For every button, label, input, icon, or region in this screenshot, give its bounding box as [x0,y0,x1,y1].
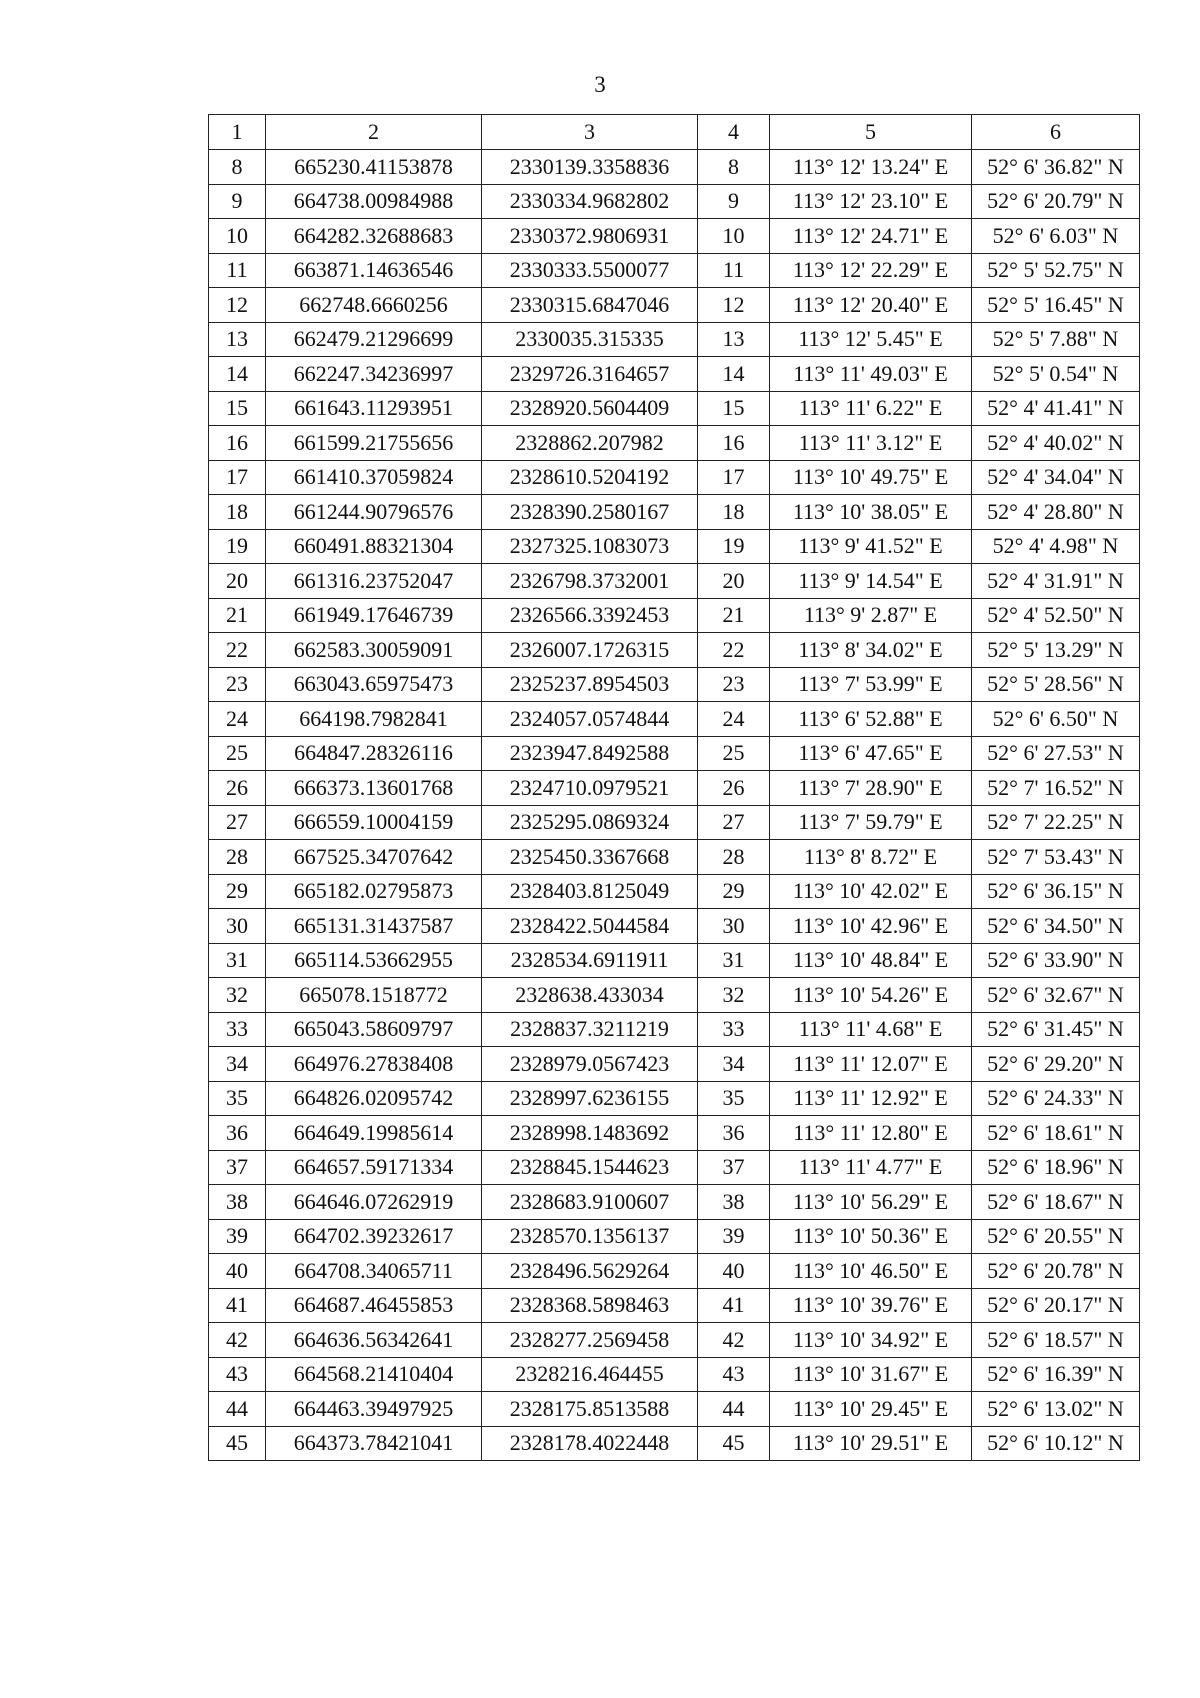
point-number-cell: 16 [698,426,770,461]
longitude-cell: 113° 7' 59.79" E [770,805,972,840]
point-number-cell: 10 [698,219,770,254]
point-number-cell: 21 [209,598,266,633]
y-coordinate-cell: 2327325.1083073 [482,529,698,564]
table-row [209,1254,1140,1289]
longitude-cell: 113° 12' 20.40" E [770,288,972,323]
x-coordinate-cell: 661410.37059824 [266,460,482,495]
y-coordinate-cell: 2328403.8125049 [482,874,698,909]
table-row [209,288,1140,323]
point-number-cell: 18 [209,495,266,530]
x-coordinate-cell: 666373.13601768 [266,771,482,806]
longitude-cell: 113° 12' 13.24" E [770,150,972,185]
y-coordinate-cell: 2328845.1544623 [482,1150,698,1185]
latitude-cell: 52° 6' 27.53" N [972,736,1140,771]
point-number-cell: 36 [698,1116,770,1151]
x-coordinate-cell: 665043.58609797 [266,1012,482,1047]
y-coordinate-cell: 2330334.9682802 [482,184,698,219]
latitude-cell: 52° 5' 16.45" N [972,288,1140,323]
point-number-cell: 19 [209,529,266,564]
x-coordinate-cell: 662479.21296699 [266,322,482,357]
x-coordinate-cell: 661316.23752047 [266,564,482,599]
coordinates-table-body [209,115,1140,1461]
latitude-cell: 52° 4' 41.41" N [972,391,1140,426]
x-coordinate-cell: 664826.02095742 [266,1081,482,1116]
longitude-cell: 113° 11' 3.12" E [770,426,972,461]
latitude-cell: 52° 6' 31.45" N [972,1012,1140,1047]
table-row [209,943,1140,978]
y-coordinate-cell: 2328979.0567423 [482,1047,698,1082]
longitude-cell: 113° 10' 29.45" E [770,1392,972,1427]
latitude-cell: 52° 4' 4.98" N [972,529,1140,564]
column-header: 2 [266,115,482,150]
point-number-cell: 40 [698,1254,770,1289]
y-coordinate-cell: 2328422.5044584 [482,909,698,944]
x-coordinate-cell: 664568.21410404 [266,1357,482,1392]
longitude-cell: 113° 12' 22.29" E [770,253,972,288]
point-number-cell: 30 [209,909,266,944]
y-coordinate-cell: 2325450.3367668 [482,840,698,875]
longitude-cell: 113° 11' 12.07" E [770,1047,972,1082]
point-number-cell: 29 [698,874,770,909]
x-coordinate-cell: 662583.30059091 [266,633,482,668]
point-number-cell: 15 [209,391,266,426]
point-number-cell: 11 [209,253,266,288]
latitude-cell: 52° 6' 18.57" N [972,1323,1140,1358]
point-number-cell: 19 [698,529,770,564]
y-coordinate-cell: 2323947.8492588 [482,736,698,771]
point-number-cell: 43 [209,1357,266,1392]
point-number-cell: 12 [209,288,266,323]
point-number-cell: 39 [209,1219,266,1254]
table-row [209,1426,1140,1461]
point-number-cell: 25 [698,736,770,771]
point-number-cell: 12 [698,288,770,323]
point-number-cell: 13 [698,322,770,357]
x-coordinate-cell: 664657.59171334 [266,1150,482,1185]
latitude-cell: 52° 6' 18.96" N [972,1150,1140,1185]
x-coordinate-cell: 664198.7982841 [266,702,482,737]
point-number-cell: 37 [698,1150,770,1185]
y-coordinate-cell: 2326798.3732001 [482,564,698,599]
latitude-cell: 52° 4' 34.04" N [972,460,1140,495]
x-coordinate-cell: 664373.78421041 [266,1426,482,1461]
latitude-cell: 52° 6' 24.33" N [972,1081,1140,1116]
point-number-cell: 39 [698,1219,770,1254]
longitude-cell: 113° 10' 42.02" E [770,874,972,909]
latitude-cell: 52° 7' 22.25" N [972,805,1140,840]
point-number-cell: 24 [209,702,266,737]
y-coordinate-cell: 2328178.4022448 [482,1426,698,1461]
y-coordinate-cell: 2328368.5898463 [482,1288,698,1323]
table-row [209,909,1140,944]
x-coordinate-cell: 665131.31437587 [266,909,482,944]
table-row [209,1150,1140,1185]
point-number-cell: 20 [698,564,770,599]
y-coordinate-cell: 2324710.0979521 [482,771,698,806]
x-coordinate-cell: 664649.19985614 [266,1116,482,1151]
latitude-cell: 52° 6' 18.67" N [972,1185,1140,1220]
latitude-cell: 52° 5' 28.56" N [972,667,1140,702]
table-row [209,564,1140,599]
y-coordinate-cell: 2324057.0574844 [482,702,698,737]
point-number-cell: 11 [698,253,770,288]
point-number-cell: 27 [698,805,770,840]
point-number-cell: 33 [209,1012,266,1047]
longitude-cell: 113° 11' 4.77" E [770,1150,972,1185]
table-row [209,598,1140,633]
point-number-cell: 37 [209,1150,266,1185]
y-coordinate-cell: 2328496.5629264 [482,1254,698,1289]
latitude-cell: 52° 6' 20.17" N [972,1288,1140,1323]
point-number-cell: 42 [209,1323,266,1358]
longitude-cell: 113° 10' 50.36" E [770,1219,972,1254]
x-coordinate-cell: 661643.11293951 [266,391,482,426]
point-number-cell: 41 [698,1288,770,1323]
table-row [209,1047,1140,1082]
point-number-cell: 40 [209,1254,266,1289]
latitude-cell: 52° 6' 20.78" N [972,1254,1140,1289]
y-coordinate-cell: 2326007.1726315 [482,633,698,668]
longitude-cell: 113° 11' 49.03" E [770,357,972,392]
point-number-cell: 28 [698,840,770,875]
table-row [209,391,1140,426]
point-number-cell: 29 [209,874,266,909]
y-coordinate-cell: 2328862.207982 [482,426,698,461]
table-row [209,1323,1140,1358]
point-number-cell: 31 [209,943,266,978]
table-row [209,357,1140,392]
column-header: 3 [482,115,698,150]
longitude-cell: 113° 11' 4.68" E [770,1012,972,1047]
point-number-cell: 36 [209,1116,266,1151]
point-number-cell: 38 [698,1185,770,1220]
point-number-cell: 38 [209,1185,266,1220]
x-coordinate-cell: 662247.34236997 [266,357,482,392]
table-header-row [209,115,1140,150]
x-coordinate-cell: 664847.28326116 [266,736,482,771]
latitude-cell: 52° 6' 34.50" N [972,909,1140,944]
latitude-cell: 52° 6' 36.82" N [972,150,1140,185]
latitude-cell: 52° 5' 0.54" N [972,357,1140,392]
table-row [209,840,1140,875]
y-coordinate-cell: 2325295.0869324 [482,805,698,840]
table-row [209,426,1140,461]
table-row [209,1288,1140,1323]
point-number-cell: 45 [698,1426,770,1461]
latitude-cell: 52° 6' 20.79" N [972,184,1140,219]
latitude-cell: 52° 6' 6.03" N [972,219,1140,254]
point-number-cell: 30 [698,909,770,944]
point-number-cell: 34 [209,1047,266,1082]
point-number-cell: 13 [209,322,266,357]
x-coordinate-cell: 664636.56342641 [266,1323,482,1358]
point-number-cell: 16 [209,426,266,461]
y-coordinate-cell: 2328277.2569458 [482,1323,698,1358]
point-number-cell: 26 [698,771,770,806]
longitude-cell: 113° 10' 49.75" E [770,460,972,495]
longitude-cell: 113° 10' 48.84" E [770,943,972,978]
table-row [209,460,1140,495]
point-number-cell: 41 [209,1288,266,1323]
x-coordinate-cell: 664282.32688683 [266,219,482,254]
point-number-cell: 32 [698,978,770,1013]
point-number-cell: 20 [209,564,266,599]
table-row [209,1357,1140,1392]
page-number: 3 [594,72,606,97]
y-coordinate-cell: 2330315.6847046 [482,288,698,323]
x-coordinate-cell: 664463.39497925 [266,1392,482,1427]
longitude-cell: 113° 10' 42.96" E [770,909,972,944]
table-row [209,736,1140,771]
point-number-cell: 44 [698,1392,770,1427]
table-row [209,702,1140,737]
y-coordinate-cell: 2328570.1356137 [482,1219,698,1254]
longitude-cell: 113° 10' 54.26" E [770,978,972,1013]
y-coordinate-cell: 2330139.3358836 [482,150,698,185]
latitude-cell: 52° 4' 40.02" N [972,426,1140,461]
table-row [209,1116,1140,1151]
x-coordinate-cell: 667525.34707642 [266,840,482,875]
point-number-cell: 42 [698,1323,770,1358]
y-coordinate-cell: 2325237.8954503 [482,667,698,702]
latitude-cell: 52° 6' 16.39" N [972,1357,1140,1392]
column-header: 5 [770,115,972,150]
point-number-cell: 15 [698,391,770,426]
point-number-cell: 22 [209,633,266,668]
longitude-cell: 113° 12' 23.10" E [770,184,972,219]
latitude-cell: 52° 5' 52.75" N [972,253,1140,288]
latitude-cell: 52° 7' 53.43" N [972,840,1140,875]
x-coordinate-cell: 665230.41153878 [266,150,482,185]
point-number-cell: 25 [209,736,266,771]
longitude-cell: 113° 12' 24.71" E [770,219,972,254]
y-coordinate-cell: 2330333.5500077 [482,253,698,288]
point-number-cell: 23 [209,667,266,702]
longitude-cell: 113° 11' 12.92" E [770,1081,972,1116]
x-coordinate-cell: 664646.07262919 [266,1185,482,1220]
x-coordinate-cell: 663871.14636546 [266,253,482,288]
x-coordinate-cell: 664738.00984988 [266,184,482,219]
longitude-cell: 113° 8' 8.72" E [770,840,972,875]
longitude-cell: 113° 6' 52.88" E [770,702,972,737]
x-coordinate-cell: 663043.65975473 [266,667,482,702]
table-row [209,529,1140,564]
latitude-cell: 52° 6' 18.61" N [972,1116,1140,1151]
x-coordinate-cell: 664687.46455853 [266,1288,482,1323]
y-coordinate-cell: 2330372.9806931 [482,219,698,254]
point-number-cell: 34 [698,1047,770,1082]
y-coordinate-cell: 2330035.315335 [482,322,698,357]
column-header: 6 [972,115,1140,150]
latitude-cell: 52° 6' 33.90" N [972,943,1140,978]
latitude-cell: 52° 6' 10.12" N [972,1426,1140,1461]
latitude-cell: 52° 5' 13.29" N [972,633,1140,668]
point-number-cell: 21 [698,598,770,633]
point-number-cell: 23 [698,667,770,702]
table-row [209,1081,1140,1116]
longitude-cell: 113° 11' 6.22" E [770,391,972,426]
x-coordinate-cell: 662748.6660256 [266,288,482,323]
table-row [209,1219,1140,1254]
point-number-cell: 14 [209,357,266,392]
table-row [209,253,1140,288]
latitude-cell: 52° 6' 29.20" N [972,1047,1140,1082]
table-row [209,667,1140,702]
point-number-cell: 8 [698,150,770,185]
latitude-cell: 52° 6' 6.50" N [972,702,1140,737]
x-coordinate-cell: 661599.21755656 [266,426,482,461]
y-coordinate-cell: 2328390.2580167 [482,495,698,530]
y-coordinate-cell: 2328175.8513588 [482,1392,698,1427]
latitude-cell: 52° 4' 31.91" N [972,564,1140,599]
x-coordinate-cell: 664708.34065711 [266,1254,482,1289]
y-coordinate-cell: 2328534.6911911 [482,943,698,978]
point-number-cell: 8 [209,150,266,185]
point-number-cell: 10 [209,219,266,254]
x-coordinate-cell: 660491.88321304 [266,529,482,564]
point-number-cell: 14 [698,357,770,392]
point-number-cell: 45 [209,1426,266,1461]
x-coordinate-cell: 661949.17646739 [266,598,482,633]
x-coordinate-cell: 665078.1518772 [266,978,482,1013]
point-number-cell: 9 [698,184,770,219]
longitude-cell: 113° 10' 39.76" E [770,1288,972,1323]
latitude-cell: 52° 6' 20.55" N [972,1219,1140,1254]
point-number-cell: 35 [209,1081,266,1116]
point-number-cell: 18 [698,495,770,530]
x-coordinate-cell: 665114.53662955 [266,943,482,978]
column-header: 4 [698,115,770,150]
column-header: 1 [209,115,266,150]
table-row [209,805,1140,840]
table-row [209,219,1140,254]
x-coordinate-cell: 666559.10004159 [266,805,482,840]
y-coordinate-cell: 2328638.433034 [482,978,698,1013]
table-row [209,184,1140,219]
latitude-cell: 52° 4' 52.50" N [972,598,1140,633]
point-number-cell: 9 [209,184,266,219]
latitude-cell: 52° 6' 32.67" N [972,978,1140,1013]
longitude-cell: 113° 8' 34.02" E [770,633,972,668]
longitude-cell: 113° 10' 56.29" E [770,1185,972,1220]
longitude-cell: 113° 10' 34.92" E [770,1323,972,1358]
point-number-cell: 27 [209,805,266,840]
point-number-cell: 35 [698,1081,770,1116]
point-number-cell: 24 [698,702,770,737]
point-number-cell: 31 [698,943,770,978]
latitude-cell: 52° 5' 7.88" N [972,322,1140,357]
longitude-cell: 113° 9' 2.87" E [770,598,972,633]
longitude-cell: 113° 7' 53.99" E [770,667,972,702]
table-row [209,1012,1140,1047]
table-row [209,633,1140,668]
y-coordinate-cell: 2328837.3211219 [482,1012,698,1047]
x-coordinate-cell: 664702.39232617 [266,1219,482,1254]
longitude-cell: 113° 10' 38.05" E [770,495,972,530]
point-number-cell: 44 [209,1392,266,1427]
longitude-cell: 113° 10' 29.51" E [770,1426,972,1461]
longitude-cell: 113° 7' 28.90" E [770,771,972,806]
longitude-cell: 113° 6' 47.65" E [770,736,972,771]
coordinates-table [208,114,1140,1461]
table-row [209,495,1140,530]
longitude-cell: 113° 10' 31.67" E [770,1357,972,1392]
table-row [209,1185,1140,1220]
longitude-cell: 113° 11' 12.80" E [770,1116,972,1151]
point-number-cell: 33 [698,1012,770,1047]
y-coordinate-cell: 2328998.1483692 [482,1116,698,1151]
latitude-cell: 52° 7' 16.52" N [972,771,1140,806]
point-number-cell: 26 [209,771,266,806]
latitude-cell: 52° 6' 13.02" N [972,1392,1140,1427]
point-number-cell: 43 [698,1357,770,1392]
y-coordinate-cell: 2328997.6236155 [482,1081,698,1116]
latitude-cell: 52° 6' 36.15" N [972,874,1140,909]
x-coordinate-cell: 664976.27838408 [266,1047,482,1082]
point-number-cell: 28 [209,840,266,875]
y-coordinate-cell: 2329726.3164657 [482,357,698,392]
point-number-cell: 17 [698,460,770,495]
x-coordinate-cell: 661244.90796576 [266,495,482,530]
point-number-cell: 17 [209,460,266,495]
table-row [209,771,1140,806]
table-row [209,150,1140,185]
longitude-cell: 113° 9' 14.54" E [770,564,972,599]
longitude-cell: 113° 12' 5.45" E [770,322,972,357]
point-number-cell: 32 [209,978,266,1013]
y-coordinate-cell: 2328610.5204192 [482,460,698,495]
x-coordinate-cell: 665182.02795873 [266,874,482,909]
longitude-cell: 113° 10' 46.50" E [770,1254,972,1289]
table-row [209,322,1140,357]
y-coordinate-cell: 2328683.9100607 [482,1185,698,1220]
latitude-cell: 52° 4' 28.80" N [972,495,1140,530]
y-coordinate-cell: 2328920.5604409 [482,391,698,426]
point-number-cell: 22 [698,633,770,668]
table-row [209,1392,1140,1427]
table-row [209,874,1140,909]
table-row [209,978,1140,1013]
y-coordinate-cell: 2326566.3392453 [482,598,698,633]
longitude-cell: 113° 9' 41.52" E [770,529,972,564]
y-coordinate-cell: 2328216.464455 [482,1357,698,1392]
